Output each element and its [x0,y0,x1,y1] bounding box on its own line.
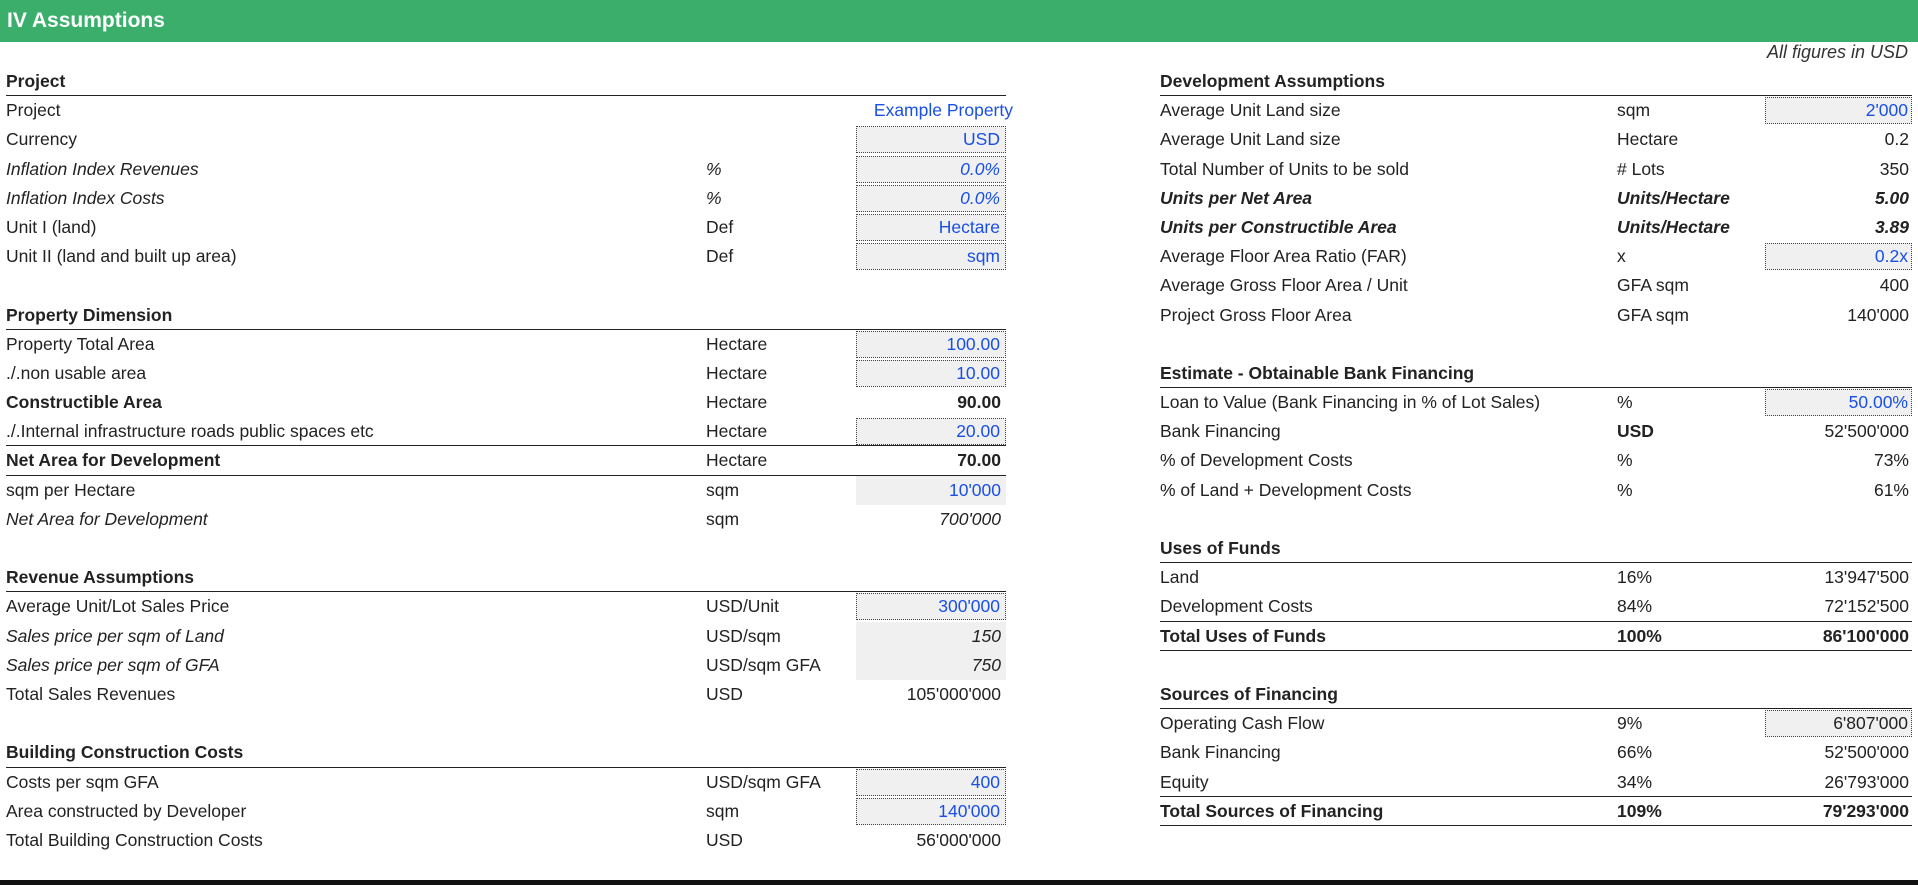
row-label: Inflation Index Costs [6,187,165,208]
far-input[interactable]: 0.2x [1765,243,1912,270]
row-unit: x [1617,246,1626,267]
unit-built-input[interactable]: sqm [856,243,1006,270]
row-ltv [1160,388,1912,417]
constructible-value: 90.00 [957,392,1001,413]
row-label: Units per Net Area [1160,187,1313,208]
row-label: Average Floor Area Ratio (FAR) [1160,246,1407,267]
row-project [6,96,1013,125]
sources-bank-value: 52'500'000 [1824,742,1909,763]
row-units-net-area [1160,184,1912,213]
row-units-constructible [1160,213,1912,242]
section-header-sources: Sources of Financing [1160,680,1912,709]
row-unit: sqm [706,479,740,500]
sources-total-value: 79'293'000 [1822,800,1909,821]
row-unit: Hectare [706,421,768,442]
row-label: ./.Internal infrastructure roads public spaces etc [6,421,374,442]
row-unit: USD/sqm GFA [706,771,821,792]
pct-dev-costs-value: 73% [1873,450,1909,471]
row-label: Inflation Index Revenues [6,158,199,179]
row-label: sqm per Hectare [6,479,136,500]
row-unit: 34% [1617,771,1653,792]
row-total-units [1160,155,1912,184]
unit-sales-price-input[interactable]: 300'000 [856,593,1006,620]
gfa-unit-value: 400 [1879,275,1909,296]
op-cash-flow-input[interactable]: 6'807'000 [1765,710,1912,737]
row-unit: USD [1617,421,1654,442]
row-label: Development Costs [1160,596,1313,617]
row-label: Average Unit/Lot Sales Price [6,596,230,617]
left-panel [6,67,1013,855]
ltv-input[interactable]: 50.00% [1765,389,1912,416]
row-unit-sales-price [6,592,1006,621]
row-unit: Hectare [706,333,768,354]
row-unit: Hectare [1617,129,1679,150]
row-unit: % [706,187,722,208]
row-sqm-per-hectare [6,476,1006,505]
row-label: Sales price per sqm of Land [6,625,224,646]
section-header-project: Project [6,67,1006,96]
row-label: Total Sales Revenues [6,683,176,704]
row-unit-land-hectare [1160,125,1912,154]
row-unit: USD/Unit [706,596,779,617]
row-label: Constructible Area [6,392,162,413]
row-unit: 100% [1617,625,1662,646]
row-unit-land-sqm [1160,96,1912,125]
row-unit: % [706,158,722,179]
row-unit: GFA sqm [1617,275,1689,296]
project-gfa-value: 140'000 [1847,304,1909,325]
row-net-area [6,446,1006,475]
row-unit: USD [706,829,743,850]
currency-note: All figures in USD [1766,42,1908,62]
row-unit: # Lots [1617,158,1665,179]
price-sqm-land-value: 150 [856,622,1006,651]
property-total-input[interactable]: 100.00 [856,331,1006,358]
row-unit: Def [706,246,734,267]
row-label: Property Total Area [6,333,155,354]
row-total-sales [6,680,1006,709]
equity-value: 26'793'000 [1824,771,1909,792]
row-constructible [6,388,1006,417]
section-header-property: Property Dimension [6,301,1006,330]
row-label: Bank Financing [1160,421,1281,442]
price-sqm-gfa-value: 750 [856,651,1006,680]
unit-land-hectare-value: 0.2 [1884,129,1909,150]
row-label: ./.non usable area [6,362,147,383]
row-label: % of Land + Development Costs [1160,479,1412,500]
row-inflation-revenues [6,155,1006,184]
row-project-gfa [1160,301,1912,330]
row-infrastructure [6,417,1006,446]
row-label: Units per Constructible Area [1160,216,1397,237]
section-header-uses: Uses of Funds [1160,534,1912,563]
right-panel [1160,67,1912,826]
row-price-sqm-land [6,622,1006,651]
currency-input[interactable]: USD [856,126,1006,153]
row-unit: sqm [706,800,740,821]
row-uses-dev [1160,592,1912,621]
row-uses-total [1160,622,1912,651]
row-label: Total Uses of Funds [1160,625,1326,646]
row-far [1160,242,1912,271]
row-label: Area constructed by Developer [6,800,247,821]
row-label: Costs per sqm GFA [6,771,159,792]
total-construction-value: 56'000'000 [916,829,1001,850]
row-sources-bank [1160,738,1912,767]
row-equity [1160,768,1912,797]
row-label: Project [6,100,61,121]
section-header-development: Development Assumptions [1160,67,1912,96]
row-unit: USD/sqm [706,625,781,646]
row-label: % of Development Costs [1160,450,1353,471]
sheet-title-banner: IV Assumptions [0,0,1918,42]
bottom-border [0,880,1918,885]
sqm-per-hectare-value[interactable]: 10'000 [856,476,1006,505]
row-unit: % [1617,479,1633,500]
row-unit: sqm [706,508,740,529]
section-header-revenue: Revenue Assumptions [6,563,1006,592]
row-pct-land-dev [1160,476,1912,505]
row-label: Project Gross Floor Area [1160,304,1352,325]
section-header-financing: Estimate - Obtainable Bank Financing [1160,359,1912,388]
row-label: Net Area for Development [6,508,208,529]
row-currency [6,125,1006,154]
unit-land-input[interactable]: Hectare [856,214,1006,241]
row-label: Average Unit Land size [1160,100,1341,121]
row-label: Equity [1160,771,1209,792]
infrastructure-input[interactable]: 20.00 [856,418,1006,445]
row-unit: % [1617,392,1633,413]
inflation-costs-input[interactable]: 0.0% [856,185,1006,212]
unit-land-size-input[interactable]: 2'000 [1765,97,1912,124]
row-unit: 84% [1617,596,1653,617]
row-unit: Hectare [706,362,768,383]
row-label: Bank Financing [1160,742,1281,763]
cost-per-sqm-input[interactable]: 400 [856,769,1006,796]
row-unit-land [6,213,1006,242]
row-label: Average Gross Floor Area / Unit [1160,275,1408,296]
row-label: Average Unit Land size [1160,129,1341,150]
row-unit: Units/Hectare [1617,216,1730,237]
total-sales-value: 105'000'000 [906,683,1001,704]
row-unit: Hectare [706,392,768,413]
net-area-sqm-value: 700'000 [939,508,1001,529]
row-unit: % [1617,450,1633,471]
row-bank-financing [1160,417,1912,446]
project-name-value[interactable]: Example Property [873,100,1013,121]
uses-total-value: 86'100'000 [1822,625,1909,646]
row-non-usable [6,359,1006,388]
row-unit-built [6,242,1006,271]
pct-land-dev-value: 61% [1873,479,1909,500]
row-inflation-costs [6,184,1006,213]
units-constructible-value: 3.89 [1874,216,1909,237]
net-area-value: 70.00 [957,450,1001,471]
uses-land-value: 13'947'500 [1824,567,1909,588]
non-usable-input[interactable]: 10.00 [856,360,1006,387]
row-unit: GFA sqm [1617,304,1689,325]
row-label: Unit I (land) [6,216,97,237]
row-label: Operating Cash Flow [1160,713,1325,734]
units-net-area-value: 5.00 [1874,187,1909,208]
row-price-sqm-gfa [6,651,1006,680]
uses-dev-value: 72'152'500 [1824,596,1909,617]
row-pct-dev-costs [1160,446,1912,475]
row-unit: 66% [1617,742,1653,763]
row-uses-land [1160,563,1912,592]
row-unit: 9% [1617,713,1643,734]
row-net-area-sqm [6,505,1006,534]
row-unit: 109% [1617,800,1662,821]
row-unit: Units/Hectare [1617,187,1730,208]
row-label: Sales price per sqm of GFA [6,654,220,675]
row-gfa-unit [1160,271,1912,300]
bank-financing-value: 52'500'000 [1824,421,1909,442]
row-sources-total [1160,797,1912,826]
row-unit: sqm [1617,100,1651,121]
row-label: Land [1160,567,1199,588]
row-label: Total Building Construction Costs [6,829,263,850]
row-unit: USD [706,683,743,704]
row-area-constructed [6,797,1006,826]
row-total-construction [6,826,1006,855]
row-label: Loan to Value (Bank Financing in % of Lot Sales) [1160,392,1541,413]
row-unit: Def [706,216,734,237]
inflation-revenues-input[interactable]: 0.0% [856,156,1006,183]
row-unit: USD/sqm GFA [706,654,821,675]
total-units-value: 350 [1879,158,1909,179]
row-op-cash-flow [1160,709,1912,738]
section-header-construction: Building Construction Costs [6,738,1006,767]
area-constructed-input[interactable]: 140'000 [856,798,1006,825]
row-property-total [6,330,1006,359]
row-label: Currency [6,129,77,150]
row-label: Net Area for Development [6,450,221,471]
row-unit: 16% [1617,567,1653,588]
row-cost-per-sqm [6,768,1006,797]
row-label: Unit II (land and built up area) [6,246,237,267]
row-label: Total Sources of Financing [1160,800,1384,821]
row-unit: Hectare [706,450,768,471]
row-label: Total Number of Units to be sold [1160,158,1410,179]
